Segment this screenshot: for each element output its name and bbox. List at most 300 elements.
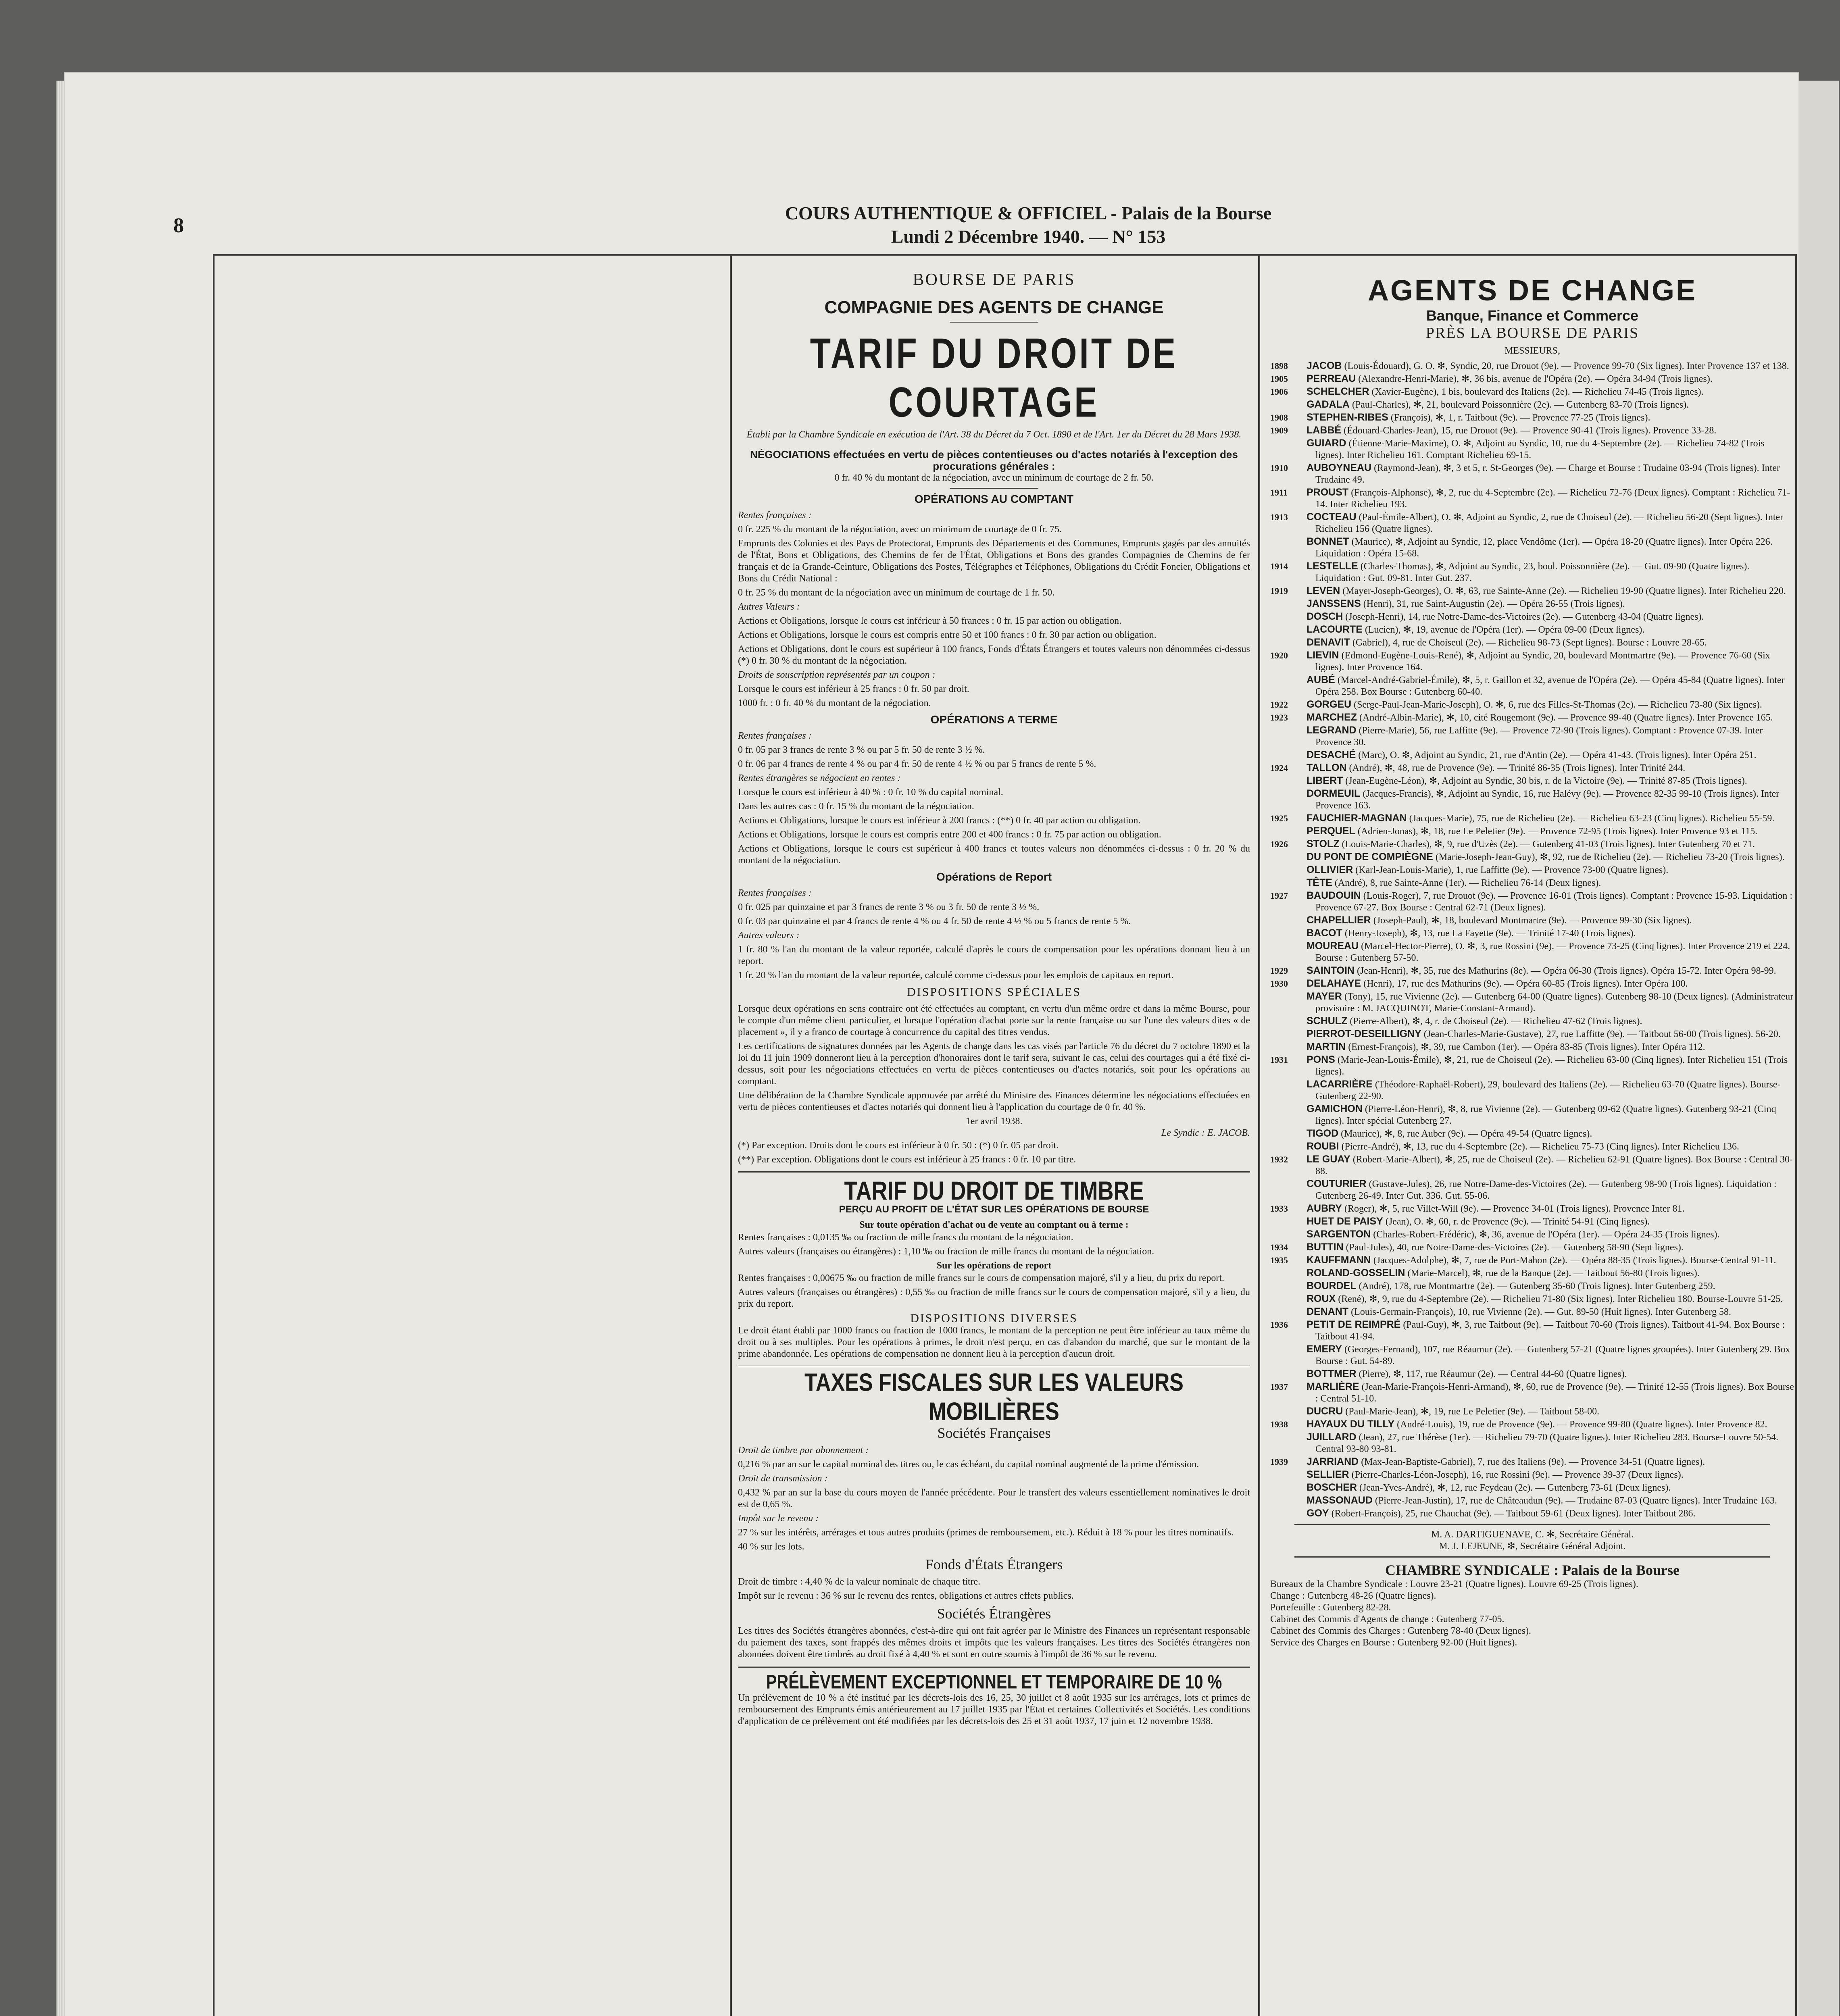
text-line: 1 fr. 80 % l'an du montant de la valeur reportée, calculé d'après le cours de compensation pour les opérations donnant lieu à un report. <box>738 944 1250 966</box>
agent-details: (Serge-Paul-Jean-Marie-Joseph), O. ✻, 6, rue des Filles-St-Thomas (2e). — Richelieu 73-80 (Six lignes). <box>1354 700 1762 710</box>
agent-entry <box>1270 812 1794 825</box>
agent-details: (Roger), ✻, 5, rue Villet-Will (9e). — Provence 34-01 (Trois lignes). Provence Inter 81. <box>1344 1204 1685 1214</box>
agent-name: GORGEU <box>1307 699 1352 710</box>
agents-subtitle: Banque, Finance et Commerce <box>1426 307 1639 324</box>
agent-name: HUET DE PAISY <box>1307 1216 1383 1227</box>
agent-entry <box>1270 399 1794 411</box>
agent-details: (Jean-Charles-Marie-Gustave), 27, rue Laffitte (9e). — Taitbout 56-00 (Trois lignes). 56-20. <box>1423 1029 1781 1039</box>
societes-etrangeres-heading: Sociétés Étrangères <box>937 1606 1051 1622</box>
agent-details: (Paul-Marie-Jean), ✻, 19, rue Le Peletier (9e). — Taitbout 58-00. <box>1345 1406 1600 1417</box>
text-line: 0 fr. 225 % du montant de la négociation, avec un minimum de courtage de 0 fr. 75. <box>738 524 1062 535</box>
agent-entry <box>1270 1508 1794 1520</box>
syndic-signature: Le Syndic : E. JACOB. <box>1161 1128 1250 1138</box>
agent-year: 1925 <box>1270 813 1288 823</box>
chambre-line: Bureaux de la Chambre Syndicale : Louvre 23-21 (Quatre lignes). Louvre 69-25 (Trois lignes). <box>1270 1579 1638 1589</box>
next-page-edge <box>1798 81 1839 2016</box>
company-heading: COMPAGNIE DES AGENTS DE CHANGE <box>824 298 1164 317</box>
societes-francaises-heading: Sociétés Françaises <box>937 1425 1051 1441</box>
agent-entry <box>1270 650 1794 673</box>
agent-name: CHAPELLIER <box>1307 914 1371 926</box>
agent-name: AUBÉ <box>1307 674 1335 685</box>
agent-entry <box>1270 637 1794 649</box>
agent-details: (Max-Jean-Baptiste-Gabriel), 7, rue des Italiens (9e). — Provence 34-51 (Quatre lignes). <box>1361 1457 1705 1467</box>
text-line: Actions et Obligations, lorsque le cours est supérieur à 400 francs et toutes valeurs non dénommées ci-dessus : 0 fr. 20 % du montant de la négociation. <box>738 843 1250 866</box>
agent-entry <box>1270 1254 1794 1266</box>
agent-details: (Étienne-Marie-Maxime), O. ✻, Adjoint au Syndic, 10, rue du 4-Septembre (2e). — Richelieu 74-82 (Trois lignes). Inter Richelieu 161. Comptant Richelieu 69-15. <box>1315 438 1765 460</box>
agent-year: 1930 <box>1270 979 1288 989</box>
etrangeres-text: Les titres des Sociétés étrangères abonnées, c'est-à-dire qui ont fait agréer par le Ministre des Finances un représentant responsable du paiement des taxes, sont frappés des mêmes droits et impôts que les valeurs françaises. Les titres des Sociétés étrangères non abonnées doivent être timbrés au droit fixé à 4,40 % et sont en outre soumis à l'impôt de 36 % sur le revenu. <box>738 1626 1250 1660</box>
agent-name: GADALA <box>1307 399 1350 410</box>
agent-entry <box>1270 511 1794 535</box>
agent-details: (Henry-Joseph), ✻, 13, rue La Fayette (9e). — Trinité 17-40 (Trois lignes). <box>1344 928 1636 939</box>
agent-entry <box>1270 877 1794 889</box>
agent-entry <box>1270 598 1794 610</box>
agent-name: LIBERT <box>1307 775 1343 786</box>
agent-entry <box>1270 1154 1794 1177</box>
timbre-subtitle: PERÇU AU PROFIT DE L'ÉTAT SUR LES OPÉRATIONS DE BOURSE <box>839 1204 1149 1215</box>
text-line: Rentes françaises : <box>738 888 812 898</box>
agent-name: DORMEUIL <box>1307 788 1361 799</box>
agent-name: JUILLARD <box>1307 1431 1357 1443</box>
agent-details: (André-Louis), 19, rue de Provence (9e). — Provence 99-80 (Quatre lignes). Inter Provence 82. <box>1397 1419 1767 1430</box>
comptant-body <box>738 510 1250 709</box>
agent-details: (Maurice), ✻, 8, rue Auber (9e). — Opéra 49-54 (Quatre lignes). <box>1341 1129 1592 1139</box>
secretary-general: M. A. DARTIGUENAVE, C. ✻, Secrétaire Général. <box>1431 1529 1634 1540</box>
agent-year: 1939 <box>1270 1457 1288 1467</box>
text-line: Lorsque deux opérations en sens contraire ont été effectuées au comptant, en vertu d'un même ordre et dans la même Bourse, pour le compte d'un même client particulier, et lorsque l'opération d'achat porte sur la rente française ou sur l'une des valeurs dites « de placement », il y a franco de courtage à concurrence du capital des titres vendus. <box>738 1004 1250 1037</box>
text-line: Lorsque le cours est inférieur à 25 francs : 0 fr. 50 par droit. <box>738 684 969 694</box>
agent-name: PERQUEL <box>1307 825 1355 837</box>
agent-name: MARTIN <box>1307 1041 1346 1052</box>
date-sign: 1er avril 1938. <box>965 1116 1023 1127</box>
agent-entry <box>1270 914 1794 927</box>
agents-location: PRÈS LA BOURSE DE PARIS <box>1425 325 1639 342</box>
agent-name: MARLIÈRE <box>1307 1381 1359 1392</box>
agent-details: (Marcel-André-Gabriel-Émile), ✻, 5, r. Gaillon et 32, avenue de l'Opéra (2e). — Opéra 45-84 (Quatre lignes). Inter Opéra 258. Box Bourse : Gutenberg 60-40. <box>1315 675 1785 697</box>
agent-details: (Pierre-Léon-Henri), ✻, 8, rue Vivienne (2e). — Gutenberg 09-62 (Quatre lignes). Gutenberg 93-21 (Cinq lignes). Inter spécial Gutenberg 27. <box>1315 1104 1776 1126</box>
masthead-line1: COURS AUTHENTIQUE & OFFICIEL - Palais de la Bourse <box>785 203 1272 223</box>
agents-column <box>1270 262 1794 2016</box>
agent-name: DESACHÉ <box>1307 749 1356 760</box>
agents-title: AGENTS DE CHANGE <box>1367 275 1697 307</box>
agent-year: 1935 <box>1270 1255 1288 1265</box>
note-line: (**) Par exception. Obligations dont le cours est inférieur à 25 francs : 0 fr. 10 par titre. <box>738 1154 1076 1165</box>
masthead <box>686 202 1371 248</box>
text-line: Actions et Obligations, lorsque le cours est inférieur à 200 francs : (**) 0 fr. 40 par action ou obligation. <box>738 815 1141 826</box>
agent-details: (Henri), 17, rue des Mathurins (9e). — Opéra 60-85 (Trois lignes). Inter Opéra 100. <box>1363 979 1688 989</box>
negociations-heading: NÉGOCIATIONS effectuées en vertu de pièces contentieuses ou d'actes notariés à l'exception des procurations générales : <box>750 448 1238 472</box>
agent-name: TALLON <box>1307 762 1347 773</box>
agent-name: BOSCHER <box>1307 1482 1357 1493</box>
agent-year: 1905 <box>1270 374 1288 384</box>
agent-details: (Maurice), ✻, Adjoint au Syndic, 12, place Vendôme (1er). — Opéra 18-20 (Quatre lignes). Inter Opéra 226. Liquidation : Opéra 15-68. <box>1315 537 1773 559</box>
text-line: Impôt sur le revenu : 36 % sur le revenu des rentes, obligations et autres effets publics. <box>738 1591 1074 1601</box>
agent-name: DENAVIT <box>1307 637 1350 648</box>
agent-name: DOSCH <box>1307 611 1343 622</box>
agent-details: (Paul-Émile-Albert), O. ✻, Adjoint au Syndic, 2, rue de Choiseul (2e). — Richelieu 56-20 (Sept lignes). Inter Richelieu 156 (Quatre lignes). <box>1315 512 1784 534</box>
text-line: Actions et Obligations, dont le cours est supérieur à 100 francs, Fonds d'États Étrangers et toutes valeurs non dénommées ci-dessus (*) 0 fr. 30 % du montant de la négociation. <box>738 644 1250 666</box>
text-line: Droit de timbre par abonnement : <box>738 1445 869 1456</box>
timbre-heading1: Sur toute opération d'achat ou de vente au comptant ou à terme : <box>859 1220 1129 1230</box>
agent-entry <box>1270 1418 1794 1431</box>
agent-name: BAUDOUIN <box>1307 890 1361 901</box>
agent-details: (Xavier-Eugène), 1 bis, boulevard des Italiens (2e). — Richelieu 74-45 (Trois lignes). <box>1371 387 1704 397</box>
agent-name: PETIT DE REIMPRÉ <box>1307 1319 1401 1330</box>
note-line: (*) Par exception. Droits dont le cours est inférieur à 0 fr. 50 : (*) 0 fr. 05 par droit. <box>738 1140 1059 1151</box>
agent-entry <box>1270 462 1794 486</box>
agent-entry <box>1270 1216 1794 1228</box>
agent-name: OLLIVIER <box>1307 864 1353 875</box>
text-line: Actions et Obligations, lorsque le cours est inférieur à 50 frances : 0 fr. 15 par action ou obligation. <box>738 616 1122 626</box>
report-body <box>738 887 1250 981</box>
agent-entry <box>1270 1431 1794 1455</box>
agent-entry <box>1270 825 1794 837</box>
agent-entry <box>1270 1267 1794 1279</box>
agent-details: (Jean), O. ✻, 60, r. de Provence (9e). — Trinité 54-91 (Cinq lignes). <box>1385 1216 1650 1227</box>
agent-year: 1908 <box>1270 412 1288 423</box>
text-line: Droits de souscription représentés par un coupon : <box>738 670 936 680</box>
agent-name: GOY <box>1307 1508 1329 1519</box>
terme-body <box>738 730 1250 866</box>
agent-year: 1936 <box>1270 1320 1288 1330</box>
timbre-heading2: Sur les opérations de report <box>936 1260 1052 1271</box>
agent-details: (Jean-Yves-André), ✻, 12, rue Feydeau (2e). — Gutenberg 73-61 (Deux lignes). <box>1359 1483 1671 1493</box>
agent-name: TIGOD <box>1307 1128 1339 1139</box>
agent-details: (Pierre-Jean-Justin), 17, rue de Châteaudun (9e). — Trudaine 87-03 (Quatre lignes). Inter Trudaine 163. <box>1375 1495 1777 1506</box>
text-line: Actions et Obligations, lorsque le cours est compris entre 200 et 400 francs : 0 fr. 75 par action ou obligation. <box>738 829 1161 840</box>
agent-entry <box>1270 1293 1794 1305</box>
agent-entry <box>1270 425 1794 437</box>
text-line: 0 fr. 03 par quinzaine et par 4 francs de rente 4 % ou 4 fr. 50 de rente 4 ½ % ou 5 francs de rente 5 %. <box>738 916 1131 927</box>
agent-details: (Paul-Guy), ✻, 3, rue Taitbout (9e). — Taitbout 70-60 (Trois lignes). Taitbout 41-94. Box Bourse : Taitbout 41-94. <box>1315 1320 1785 1342</box>
agent-details: (Charles-Robert-Frédéric), ✻, 36, avenue de l'Opéra (1er). — Opéra 24-35 (Trois lignes). <box>1373 1229 1720 1240</box>
tarif-title: TARIF DU DROIT DE COURTAGE <box>810 329 1178 426</box>
dispositions-heading: DISPOSITIONS SPÉCIALES <box>907 985 1081 999</box>
agent-name: PERREAU <box>1307 373 1356 384</box>
agent-name: GAMICHON <box>1307 1103 1363 1114</box>
agent-entry <box>1270 1406 1794 1418</box>
agent-entry <box>1270 927 1794 939</box>
agent-year: 1924 <box>1270 763 1288 773</box>
text-line: Autres valeurs (françaises ou étrangères) : 0,55 ‰ ou fraction de mille francs sur le cours de compensation majoré, s'il y a lieu, du prix du report. <box>738 1287 1250 1309</box>
agent-details: (François-Alphonse), ✻, 2, rue du 4-Septembre (2e). — Richelieu 72-76 (Deux lignes). Comptant : Richelieu 71-14. Inter Richelieu 193. <box>1315 487 1790 510</box>
agent-entry <box>1270 1280 1794 1292</box>
text-line: Rentes étrangères se négocient en rentes : <box>738 773 901 783</box>
agent-details: (Alexandre-Henri-Marie), ✻, 36 bis, avenue de l'Opéra (2e). — Opéra 34-94 (Trois lignes). <box>1358 374 1713 384</box>
agent-year: 1909 <box>1270 425 1288 435</box>
agent-entry <box>1270 940 1794 964</box>
agent-entry <box>1270 978 1794 990</box>
report-heading: Opérations de Report <box>936 871 1052 883</box>
text-line: Rentes françaises : 0,00675 ‰ ou fraction de mille francs sur le cours de compensation majoré, s'il y a lieu, du prix du report. <box>738 1273 1224 1283</box>
agent-name: COUTURIER <box>1307 1178 1367 1189</box>
agent-name: GUIARD <box>1307 437 1346 449</box>
agent-details: (Marie-Joseph-Jean-Guy), ✻, 92, rue de Richelieu (2e). — Richelieu 73-20 (Trois lignes). <box>1435 852 1785 862</box>
agent-details: (Robert-François), 25, rue Chauchat (9e). — Taitbout 59-61 (Deux lignes). Inter Taitbout 286. <box>1331 1508 1696 1519</box>
agent-entry <box>1270 412 1794 424</box>
agent-name: ROUX <box>1307 1293 1336 1304</box>
agent-details: (André), 178, rue Montmartre (2e). — Gutenberg 35-60 (Trois lignes). Inter Gutenberg 259. <box>1359 1281 1715 1291</box>
agent-details: (Ernest-François), ✻, 39, rue Cambon (1er). — Opéra 83-85 (Trois lignes). Inter Opéra 112. <box>1348 1042 1705 1052</box>
text-line: Autres Valeurs : <box>738 602 800 612</box>
text-line: 1000 fr. : 0 fr. 40 % du montant de la négociation. <box>738 698 931 708</box>
chambre-line: Cabinet des Commis des Charges : Gutenberg 78-40 (Deux lignes). <box>1270 1626 1532 1636</box>
agent-year: 1911 <box>1270 487 1288 498</box>
comptant-heading: OPÉRATIONS AU COMPTANT <box>914 493 1074 505</box>
dispositions-body <box>738 1003 1250 1166</box>
taxes-title: TAXES FISCALES SUR LES VALEURS MOBILIÈRES <box>804 1368 1184 1426</box>
agent-name: LABBÉ <box>1307 425 1342 436</box>
agent-entry <box>1270 775 1794 787</box>
agent-year: 1932 <box>1270 1154 1288 1164</box>
agent-details: (Louis-Marie-Charles), ✻, 9, rue d'Uzès (2e). — Gutenberg 41-03 (Trois lignes). Inter Gutenberg 70 et 71. <box>1342 839 1755 850</box>
agent-entry <box>1270 725 1794 748</box>
agent-entry <box>1270 624 1794 636</box>
agent-year: 1898 <box>1270 361 1288 371</box>
negociations-rate: 0 fr. 40 % du montant de la négociation, avec un minimum de courtage de 2 fr. 50. <box>834 473 1154 483</box>
agent-details: (Louis-Roger), 7, rue Drouot (9e). — Provence 16-01 (Trois lignes). Comptant : Provence 15-93. Liquidation : Provence 67-27. Box Bourse : Central 62-71 (Deux lignes). <box>1315 891 1792 913</box>
chambre-line: Portefeuille : Gutenberg 82-28. <box>1270 1602 1391 1613</box>
agent-details: (Edmond-Eugène-Louis-René), ✻, Adjoint au Syndic, 20, boulevard Montmartre (9e). — Provence 76-60 (Six lignes). Inter Provence 164. <box>1315 650 1770 673</box>
agent-name: JANSSENS <box>1307 598 1361 609</box>
agent-name: MOUREAU <box>1307 940 1359 952</box>
agent-entry <box>1270 1041 1794 1053</box>
agent-details: (Georges-Fernand), 107, rue Réaumur (2e). — Gutenberg 57-21 (Quatre lignes groupées). Inter Gutenberg 29. Box Bourse : Gut. 54-89. <box>1315 1344 1790 1366</box>
agent-entry <box>1270 487 1794 510</box>
agent-details: (Tony), 15, rue Vivienne (2e). — Gutenberg 64-00 (Quatre lignes). Gutenberg 98-10 (Deux lignes). (Administrateur provisoire : M. JACQUINOT, Marie-Constant-Armand). <box>1315 991 1794 1014</box>
agent-name: LE GUAY <box>1307 1154 1350 1165</box>
kicker: BOURSE DE PARIS <box>913 271 1075 289</box>
agent-entry <box>1270 788 1794 812</box>
agent-details: (Marcel-Hector-Pierre), O. ✻, 3, rue Rossini (9e). — Provence 73-25 (Cinq lignes). Inter Provence 219 et 224. Bourse : Gutenberg 57-50. <box>1315 941 1790 963</box>
text-line: Droit de timbre : 4,40 % de la valeur nominale de chaque titre. <box>738 1577 981 1587</box>
agent-name: PROUST <box>1307 487 1349 498</box>
agent-name: SCHELCHER <box>1307 386 1369 397</box>
agent-entry <box>1270 1241 1794 1254</box>
chambre-line: Change : Gutenberg 48-26 (Quatre lignes). <box>1270 1591 1436 1601</box>
agent-details: (Marie-Marcel), ✻, rue de la Banque (2e). — Taitbout 56-80 (Trois lignes). <box>1407 1268 1700 1279</box>
agent-details: (Édouard-Charles-Jean), 15, rue Drouot (9e). — Provence 90-41 (Trois lignes). Provence 33-28. <box>1344 425 1717 436</box>
agent-name: LESTELLE <box>1307 560 1358 572</box>
agent-details: (Paul-Jules), 40, rue Notre-Dame-des-Victoires (2e). — Gutenberg 58-90 (Sept lignes). <box>1346 1242 1684 1253</box>
text-line: Rentes françaises : <box>738 510 812 521</box>
agent-details: (Pierre), ✻, 117, rue Réaumur (2e). — Central 44-60 (Quatre lignes). <box>1359 1369 1627 1379</box>
text-line: 40 % sur les lots. <box>738 1541 804 1552</box>
agent-year: 1922 <box>1270 700 1288 710</box>
agent-entry <box>1270 1178 1794 1202</box>
agent-entry <box>1270 437 1794 461</box>
agent-details: (Marie-Jean-Louis-Émile), ✻, 21, rue de Choiseul (2e). — Richelieu 63-00 (Cinq lignes). Inter Richelieu 151 (Trois lignes). <box>1315 1055 1788 1077</box>
agent-name: STEPHEN-RIBES <box>1307 412 1388 423</box>
agent-name: JACOB <box>1307 360 1342 371</box>
column-divider-right <box>1258 254 1260 2016</box>
agent-details: (Charles-Thomas), ✻, Adjoint au Syndic, 23, boul. Poissonnière (2e). — Gut. 09-90 (Quatre lignes). Liquidation : Gut. 09-81. Inter Gut. 237. <box>1315 561 1750 583</box>
agent-year: 1931 <box>1270 1055 1288 1065</box>
agent-details: (Jacques-Adolphe), ✻, 7, rue de Port-Mahon (2e). — Opéra 88-35 (Trois lignes). Bourse-Central 91-11. <box>1373 1255 1776 1266</box>
agent-entry <box>1270 1306 1794 1318</box>
agent-year: 1914 <box>1270 561 1288 571</box>
agent-name: SAINTOIN <box>1307 965 1354 976</box>
agent-entry <box>1270 1495 1794 1507</box>
page-number: 8 <box>173 214 184 237</box>
agent-details: (Joseph-Henri), 14, rue Notre-Dame-des-Victoires (2e). — Gutenberg 43-04 (Quatre lignes). <box>1345 612 1704 622</box>
agent-year: 1920 <box>1270 650 1288 660</box>
agent-details: (Louis-Germain-François), 10, rue Vivienne (2e). — Gut. 89-50 (Huit lignes). Inter Gutenberg 58. <box>1351 1307 1731 1317</box>
agent-entry <box>1270 373 1794 385</box>
agent-entry <box>1270 838 1794 850</box>
text-line: Actions et Obligations, lorsque le cours est compris entre 50 et 100 francs : 0 fr. 30 par action ou obligation. <box>738 630 1157 640</box>
text-line: Les certifications de signatures données par les Agents de change dans les cas visés par l'article 76 du décret du 7 octobre 1890 et la loi du 11 juin 1909 donneront lieu à la perception d'honoraires dont le tarif sera, suivant le cas, celui des courtages qui a été fixé ci-dessus, soit pour les négociations effectuées en vertu de pièces contentieuses ou d'actes notariés, soit pour les opérations au comptant. <box>738 1041 1250 1087</box>
agent-details: (Louis-Édouard), G. O. ✻, Syndic, 20, rue Drouot (9e). — Provence 99-70 (Six lignes). Inter Provence 137 et 138. <box>1344 361 1789 371</box>
agent-name: DENANT <box>1307 1306 1349 1317</box>
agent-name: ROLAND-GOSSELIN <box>1307 1267 1405 1279</box>
agent-list <box>1270 360 1794 1520</box>
agent-year: 1919 <box>1270 586 1288 596</box>
diverses-heading: DISPOSITIONS DIVERSES <box>910 1312 1078 1325</box>
agent-name: LIEVIN <box>1307 650 1339 661</box>
agent-entry <box>1270 851 1794 863</box>
agent-name: DU PONT DE COMPIÈGNE <box>1307 851 1433 862</box>
agent-details: (Pierre-Albert), ✻, 4, r. de Choiseul (2e). — Richelieu 47-62 (Trois lignes). <box>1350 1016 1642 1027</box>
agent-name: JARRIAND <box>1307 1456 1359 1467</box>
agent-details: (Jean-Eugène-Léon), ✻, Adjoint au Syndic, 30 bis, r. de la Victoire (9e). — Trinité 87-85 (Trois lignes). <box>1345 776 1747 786</box>
agent-entry <box>1270 890 1794 914</box>
agent-entry <box>1270 1456 1794 1468</box>
agent-name: HAYAUX DU TILLY <box>1307 1418 1395 1430</box>
agent-year: 1938 <box>1270 1419 1288 1429</box>
agent-entry <box>1270 360 1794 372</box>
text-line: Lorsque le cours est inférieur à 40 % : 0 fr. 10 % du capital nominal. <box>738 787 1003 798</box>
tarif-subtitle: Établi par la Chambre Syndicale en exécution de l'Art. 38 du Décret du 7 Oct. 1890 et de l'Art. 1er du Décret du 28 Mars 1938. <box>746 429 1242 440</box>
agent-name: TÊTE <box>1307 877 1332 888</box>
agent-details: (Pierre-Marie), 56, rue Laffitte (9e). — Provence 72-90 (Trois lignes). Comptant : Provence 07-39. Inter Provence 30. <box>1315 725 1763 748</box>
text-line: 0,432 % par an sur la base du cours moyen de l'année précédente. Pour le transfert des valeurs essentiellement nominatives le droit est de 0,65 %. <box>738 1487 1250 1510</box>
agent-name: LACOURTE <box>1307 624 1363 635</box>
agent-name: BUTTIN <box>1307 1241 1344 1253</box>
agent-details: (Jean-Henri), ✻, 35, rue des Mathurins (8e). — Opéra 06-30 (Trois lignes). Opéra 15-72. Inter Opéra 98-99. <box>1357 966 1776 976</box>
agent-name: SCHULZ <box>1307 1015 1348 1027</box>
agent-details: (André), ✻, 48, rue de Provence (9e). — Trinité 86-35 (Trois lignes). Inter Trinité 244. <box>1349 763 1686 773</box>
agent-entry <box>1270 611 1794 623</box>
agent-name: BONNET <box>1307 536 1349 547</box>
agent-details: (Marc), O. ✻, Adjoint au Syndic, 21, rue d'Antin (2e). — Opéra 41-43. (Trois lignes). Inter Opéra 251. <box>1358 750 1757 760</box>
chambre-line: Cabinet des Commis d'Agents de change : Gutenberg 77-05. <box>1270 1614 1505 1624</box>
agent-entry <box>1270 991 1794 1014</box>
terme-heading: OPÉRATIONS A TERME <box>930 713 1058 726</box>
agent-name: LEVEN <box>1307 585 1340 596</box>
agent-entry <box>1270 560 1794 584</box>
agent-entry <box>1270 1028 1794 1040</box>
text-line: Autres valeurs (françaises ou étrangères) : 1,10 ‰ ou fraction de mille francs du montant de la négociation. <box>738 1246 1154 1257</box>
agent-details: (Jean-Marie-François-Henri-Armand), ✻, 60, rue de Provence (9e). — Trinité 12-55 (Trois lignes). Box Bourse : Central 51-10. <box>1315 1382 1794 1404</box>
agent-name: FAUCHIER-MAGNAN <box>1307 812 1407 824</box>
agent-name: KAUFFMANN <box>1307 1254 1371 1266</box>
agent-year: 1923 <box>1270 712 1288 723</box>
agent-entry <box>1270 536 1794 560</box>
agent-entry <box>1270 762 1794 774</box>
agent-entry <box>1270 1128 1794 1140</box>
agent-entry <box>1270 1381 1794 1405</box>
text-line: Autres valeurs : <box>738 930 800 941</box>
agent-entry <box>1270 965 1794 977</box>
tarif-column <box>738 262 1250 2016</box>
agent-entry <box>1270 1203 1794 1215</box>
text-line: Dans les autres cas : 0 fr. 15 % du montant de la négociation. <box>738 801 974 812</box>
agent-year: 1933 <box>1270 1204 1288 1214</box>
agent-entry <box>1270 1054 1794 1078</box>
agent-details: (Robert-Marie-Albert), ✻, 25, rue de Choiseul (2e). — Richelieu 62-91 (Quatre lignes). Box Bourse : Central 30-88. <box>1315 1154 1793 1177</box>
agent-details: (Jean), 27, rue Thérèse (1er). — Richelieu 79-70 (Quatre lignes). Inter Richelieu 283. Bourse-Louvre 50-54. Central 93-80 93-81. <box>1315 1432 1779 1454</box>
text-line: Emprunts des Colonies et des Pays de Protectorat, Emprunts des Départements et des Communes, Emprunts gagés par des annuités de l'État, Bons et Obligations, des Chemins de fer de l'État, Obligations et Bons des grandes Compagnies de Chemins de fer français et de la Grande-Ceinture, Obligations des Postes, Télégraphes et Téléphones, Obligations du Crédit Foncier, Obligations et Bons du Crédit National : <box>738 538 1250 584</box>
agent-year: 1934 <box>1270 1242 1288 1252</box>
agent-name: MAYER <box>1307 991 1342 1002</box>
agent-name: MARCHEZ <box>1307 712 1357 723</box>
agent-details: (Adrien-Jonas), ✻, 18, rue Le Peletier (9e). — Provence 72-95 (Trois lignes). Inter Provence 93 et 115. <box>1357 826 1758 837</box>
taxes-fr-body <box>738 1445 1250 1553</box>
agent-entry <box>1270 1015 1794 1027</box>
agent-name: AUBRY <box>1307 1203 1342 1214</box>
agent-entry <box>1270 1079 1794 1102</box>
agent-year: 1913 <box>1270 512 1288 522</box>
text-line: 0 fr. 025 par quinzaine et par 3 francs de rente 3 % ou 3 fr. 50 de rente 3 ½ %. <box>738 902 1040 912</box>
chambre-title: CHAMBRE SYNDICALE : Palais de la Bourse <box>1385 1562 1680 1578</box>
agent-details: (Pierre-André), ✻, 13, rue du 4-Septembre (2e). — Richelieu 75-73 (Cinq lignes). Inter Richelieu 136. <box>1341 1141 1740 1152</box>
agent-name: BOURDEL <box>1307 1280 1357 1291</box>
divider <box>950 488 1038 489</box>
agent-details: (Théodore-Raphaël-Robert), 29, boulevard des Italiens (2e). — Richelieu 63-70 (Quatre lignes). Bourse-Gutenberg 22-90. <box>1315 1079 1781 1102</box>
agent-name: BOTTMER <box>1307 1368 1357 1379</box>
agent-details: (Raymond-Jean), ✻, 3 et 5, r. St-Georges (9e). — Charge et Bourse : Trudaine 03-94 (Trois lignes). Inter Trudaine 49. <box>1315 463 1780 485</box>
timbre-body <box>738 1219 1250 1360</box>
agent-name: SELLIER <box>1307 1469 1349 1480</box>
agent-details: (Paul-Charles), ✻, 21, boulevard Poissonnière (2e). — Gutenberg 83-70 (Trois lignes). <box>1352 400 1689 410</box>
agent-entry <box>1270 386 1794 398</box>
fonds-heading: Fonds d'États Étrangers <box>925 1556 1063 1572</box>
agent-entry <box>1270 1319 1794 1343</box>
agent-name: SARGENTON <box>1307 1229 1371 1240</box>
agent-name: BACOT <box>1307 927 1342 939</box>
text-line: Impôt sur le revenu : <box>738 1513 819 1524</box>
agent-details: (André), 8, rue Sainte-Anne (1er). — Richelieu 76-14 (Deux lignes). <box>1334 878 1601 888</box>
prelevement-text: Un prélèvement de 10 % a été institué par les décrets-lois des 16, 25, 30 juillet et 8 août 1935 sur les arrérages, lots et primes de remboursement des Emprunts émis antérieurement au 17 juillet 1935 par l'État et certaines Collectivités et Sociétés. Les conditions d'application de ce prélèvement ont été modifiées par les décrets-lois des 25 et 31 août 1937, 17 juin et 12 novembre 1938. <box>738 1693 1250 1727</box>
messieurs: MESSIEURS, <box>1504 346 1561 356</box>
agent-name: DELAHAYE <box>1307 978 1361 989</box>
text-line: Rentes françaises : <box>738 731 812 741</box>
agent-entry <box>1270 712 1794 724</box>
agent-entry <box>1270 1368 1794 1380</box>
text-line: 0 fr. 06 par 4 francs de rente 4 % ou par 4 fr. 50 de rente 4 ½ % ou par 5 francs de rente 5 %. <box>738 759 1096 769</box>
divider <box>950 322 1038 323</box>
agent-name: AUBOYNEAU <box>1307 462 1372 473</box>
agent-entry <box>1270 1482 1794 1494</box>
text-line: 1 fr. 20 % l'an du montant de la valeur reportée, calculé comme ci-dessus pour les emplois de capitaux en report. <box>738 970 1174 981</box>
agent-name: EMERY <box>1307 1343 1342 1355</box>
agent-details: (Karl-Jean-Louis-Marie), 1, rue Laffitte (9e). — Provence 73-00 (Quatre lignes). <box>1355 865 1669 875</box>
agent-name: COCTEAU <box>1307 511 1357 523</box>
agent-details: (Mayer-Joseph-Georges), O. ✻, 63, rue Sainte-Anne (2e). — Richelieu 19-90 (Quatre lignes). Inter Richelieu 220. <box>1342 586 1786 596</box>
text-line: Rentes françaises : 0,0135 ‰ ou fraction de mille francs du montant de la négociation. <box>738 1232 1073 1243</box>
text-line: Le droit étant établi par 1000 francs ou fraction de 1000 francs, le montant de la perception ne peut être inférieur au taux même du droit ou à ses multiples. Pour les opérations à primes, le droit n'est perçu, en cas d'abandon du marché, que sur le montant de la prime abandonnée. Les opérations de compensation ne donnent lieu à la perception d'aucun droit. <box>738 1325 1250 1359</box>
agent-details: (François), ✻, 1, r. Taitbout (9e). — Provence 77-25 (Trois lignes). <box>1390 412 1650 423</box>
agent-entry <box>1270 1469 1794 1481</box>
timbre-title: TARIF DU DROIT DE TIMBRE <box>844 1177 1144 1206</box>
agent-details: (Jacques-Marie), 75, rue de Richelieu (2e). — Richelieu 63-23 (Cinq lignes). Richelieu 55-59. <box>1409 813 1775 824</box>
masthead-line2: Lundi 2 Décembre 1940. — N° 153 <box>891 226 1166 247</box>
agent-year: 1926 <box>1270 839 1288 849</box>
agent-details: (René), ✻, 9, rue du 4-Septembre (2e). — Richelieu 71-80 (Six lignes). Inter Richelieu 180. Bourse-Louvre 51-25. <box>1338 1294 1783 1304</box>
agent-entry <box>1270 1229 1794 1241</box>
agent-details: (Gustave-Jules), 26, rue Notre-Dame-des-Victoires (2e). — Gutenberg 98-90 (Trois lignes). Liquidation : Gutenberg 26-49. Inter Gut. 336. Gut. 55-06. <box>1315 1179 1777 1201</box>
